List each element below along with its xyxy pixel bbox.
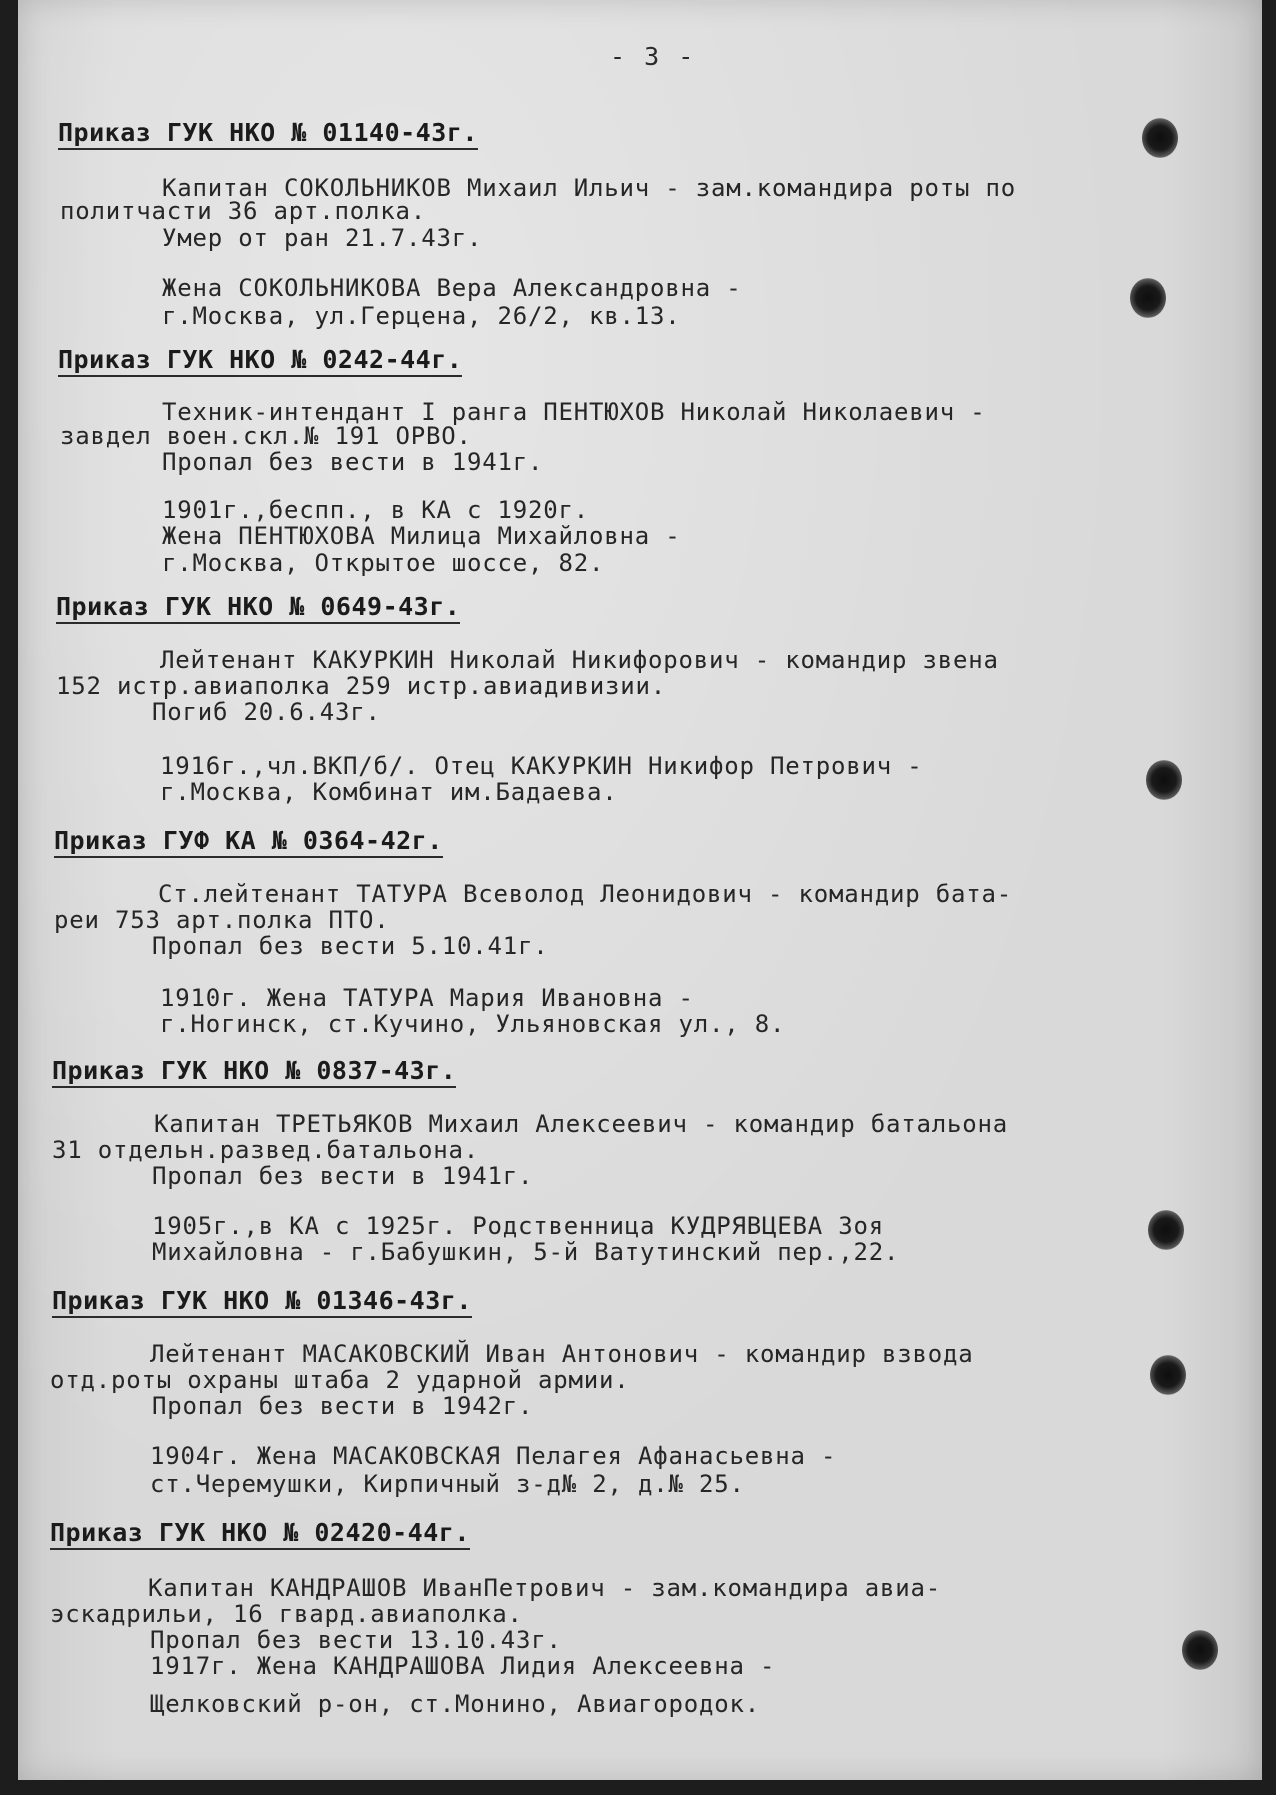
entry-text-line: Техник-интендант I ранга ПЕНТЮХОВ Николай Николаевич - [162, 398, 986, 426]
entry-text-line: политчасти 36 арт.полка. [60, 197, 426, 225]
punch-hole [1130, 278, 1166, 318]
entry-text-line: 1916г.,чл.ВКП/б/. Отец КАКУРКИН Никифор Петрович - [160, 752, 923, 780]
entry-text-line: Жена ПЕНТЮХОВА Милица Михайловна - [162, 522, 681, 550]
punch-hole [1146, 760, 1182, 800]
entry-text-line: 1905г.,в КА с 1925г. Родственница КУДРЯВЦЕВА Зоя [152, 1212, 884, 1240]
order-heading: Приказ ГУФ КА № 0364-42г. [54, 826, 443, 858]
entry-text-line: Пропал без вести 5.10.41г. [152, 932, 549, 960]
entry-text-line: г.Москва, Комбинат им.Бадаева. [160, 778, 618, 806]
entry-text-line: Михайловна - г.Бабушкин, 5-й Ватутинский пер.,22. [152, 1238, 900, 1266]
punch-hole [1142, 118, 1178, 158]
entry-text-line: Пропал без вести 13.10.43г. [150, 1626, 562, 1654]
entry-text-line: Лейтенант МАСАКОВСКИЙ Иван Антонович - командир взвода [150, 1340, 974, 1368]
entry-text-line: 1910г. Жена ТАТУРА Мария Ивановна - [160, 984, 694, 1012]
page-number: - 3 - [610, 42, 696, 71]
entry-text-line: завдел воен.скл.№ 191 ОРВО. [60, 422, 472, 450]
entry-text-line: Ст.лейтенант ТАТУРА Всеволод Леонидович - командир бата- [158, 880, 1012, 908]
order-heading: Приказ ГУК НКО № 01346-43г. [52, 1286, 472, 1318]
punch-hole [1182, 1630, 1218, 1670]
entry-text-line: Капитан КАНДРАШОВ ИванПетрович - зам.командира авиа- [148, 1574, 941, 1602]
entry-text-line: г.Москва, ул.Герцена, 26/2, кв.13. [162, 302, 681, 330]
entry-text-line: 1901г.,беспп., в КА с 1920г. [162, 496, 589, 524]
entry-text-line: эскадрильи, 16 гвард.авиаполка. [50, 1600, 523, 1628]
entry-text-line: Пропал без вести в 1941г. [162, 448, 544, 476]
entry-text-line: 1904г. Жена МАСАКОВСКАЯ Пелагея Афанасьевна - [150, 1442, 837, 1470]
entry-text-line: 1917г. Жена КАНДРАШОВА Лидия Алексеевна - [150, 1652, 776, 1680]
entry-text-line: 31 отдельн.развед.батальона. [52, 1136, 479, 1164]
punch-hole [1150, 1355, 1186, 1395]
entry-text-line: реи 753 арт.полка ПТО. [54, 906, 390, 934]
entry-text-line: отд.роты охраны штаба 2 ударной армии. [50, 1366, 630, 1394]
entry-text-line: Капитан СОКОЛЬНИКОВ Михаил Ильич - зам.командира роты по [162, 174, 1016, 202]
order-heading: Приказ ГУК НКО № 0242-44г. [58, 345, 462, 377]
entry-text-line: Жена СОКОЛЬНИКОВА Вера Александровна - [162, 274, 742, 302]
entry-text-line: Капитан ТРЕТЬЯКОВ Михаил Алексеевич - командир батальона [154, 1110, 1008, 1138]
entry-text-line: Пропал без вести в 1942г. [152, 1392, 534, 1420]
order-heading: Приказ ГУК НКО № 0837-43г. [52, 1056, 456, 1088]
entry-text-line: Лейтенант КАКУРКИН Николай Никифорович - командир звена [160, 646, 999, 674]
entry-text-line: ст.Черемушки, Кирпичный з-д№ 2, д.№ 25. [150, 1470, 745, 1498]
order-heading: Приказ ГУК НКО № 02420-44г. [50, 1518, 470, 1550]
entry-text-line: г.Москва, Открытое шоссе, 82. [162, 549, 605, 577]
entry-text-line: Погиб 20.6.43г. [152, 698, 381, 726]
punch-hole [1148, 1210, 1184, 1250]
order-heading: Приказ ГУК НКО № 01140-43г. [58, 118, 478, 150]
entry-text-line: Умер от ран 21.7.43г. [162, 224, 483, 252]
entry-text-line: г.Ногинск, ст.Кучино, Ульяновская ул., 8. [160, 1010, 786, 1038]
entry-text-line: 152 истр.авиаполка 259 истр.авиадивизии. [56, 672, 666, 700]
order-heading: Приказ ГУК НКО № 0649-43г. [56, 592, 460, 624]
entry-text-line: Пропал без вести в 1941г. [152, 1162, 534, 1190]
entry-text-line: Щелковский р-он, ст.Монино, Авиагородок. [150, 1690, 760, 1718]
